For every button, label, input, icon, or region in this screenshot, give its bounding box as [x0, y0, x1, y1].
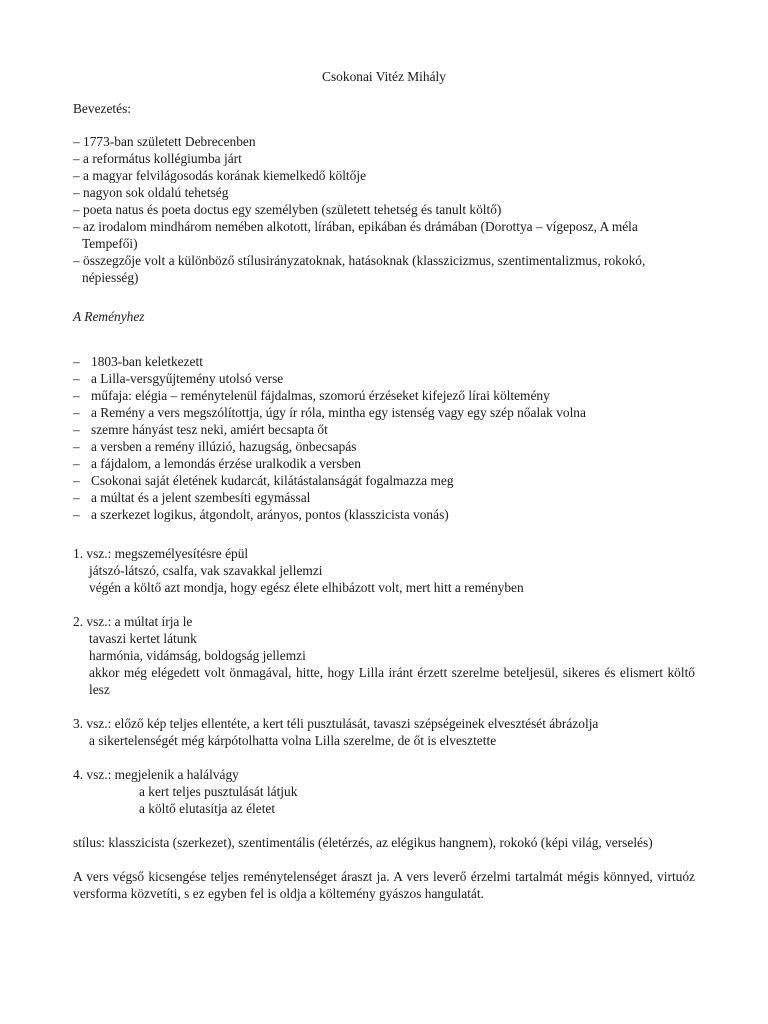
intro-item: – a református kollégiumba járt	[73, 151, 242, 166]
stanza-lead: 2. vsz.: a múltat írja le	[73, 614, 193, 629]
stanza-lead: 4. vsz.: megjelenik a halálvágy	[73, 767, 239, 782]
dash-mark: –	[73, 354, 80, 369]
poem-item-text: a versben a remény illúzió, hazugság, önbecsapás	[91, 439, 357, 454]
dash-mark: –	[73, 507, 80, 522]
stanza-1	[73, 545, 695, 596]
dash-mark: –	[73, 422, 80, 437]
poem-item	[73, 387, 695, 404]
dash-mark: –	[73, 439, 80, 454]
poem-item	[73, 421, 695, 438]
poem-item-text: 1803-ban keletkezett	[91, 354, 203, 369]
dash-mark: –	[73, 490, 80, 505]
poem-item	[73, 404, 695, 421]
intro-item: – 1773-ban született Debrecenben	[73, 134, 256, 149]
stanza-line: tavaszi kertet látunk	[89, 631, 197, 646]
poem-item-text: a fájdalom, a lemondás érzése uralkodik a versben	[91, 456, 361, 471]
poem-item-text: szemre hányást tesz neki, amiért becsapta őt	[91, 422, 328, 437]
poem-item	[73, 472, 695, 489]
stanza-lead: 1. vsz.: megszemélyesítésre épül	[73, 546, 249, 561]
intro-item: – összegzője volt a különböző stílusirányzatoknak, hatásoknak (klasszicizmus, szentimentalizmus, rokokó, népiesség)	[73, 253, 646, 285]
stanza-line: végén a költő azt mondja, hogy egész élete elhibázott volt, mert hitt a reményben	[89, 580, 524, 595]
stanza-3	[73, 715, 695, 749]
stanza-line: a sikertelenségét még kárpótolhatta volna Lilla szerelme, de őt is elvesztette	[89, 733, 497, 748]
stanza-line: a kert teljes pusztulását látjuk	[139, 784, 298, 799]
closing-paragraph: A vers végső kicsengése teljes reménytelenséget áraszt ja. A vers leverő érzelmi tartalmát mégis könnyed, virtuóz versforma közvetíti, s ez egyben fel is oldja a költemény gyászos hangulatát.	[73, 869, 695, 901]
stanza-line: a költő elutasítja az életet	[139, 801, 276, 816]
dash-mark: –	[73, 456, 80, 471]
intro-list	[73, 133, 695, 286]
poem-item-text: a szerkezet logikus, átgondolt, arányos, pontos (klasszicista vonás)	[91, 507, 449, 522]
poem-heading: A Reményhez	[73, 309, 145, 324]
dash-mark: –	[73, 473, 80, 488]
dash-mark: –	[73, 371, 80, 386]
poem-item	[73, 438, 695, 455]
poem-item-text: a Lilla-versgyűjtemény utolsó verse	[91, 371, 284, 386]
poem-item	[73, 370, 695, 387]
intro-item: – poeta natus és poeta doctus egy személyben (született tehetség és tanult költő)	[73, 202, 502, 217]
stanza-line: akkor még elégedett volt önmagával, hitte, hogy Lilla iránt érzett szerelme beteljesül, sikeres és elismert költő lesz	[89, 665, 695, 697]
intro-item: – a magyar felvilágosodás korának kiemelkedő költője	[73, 168, 367, 183]
poem-list	[73, 353, 695, 523]
poem-item	[73, 353, 695, 370]
style-line: stílus: klasszicista (szerkezet), szentimentális (életérzés, az elégikus hangnem), rokokó (képi világ, verselés)	[73, 835, 653, 850]
intro-heading: Bevezetés:	[73, 101, 131, 116]
poem-item	[73, 455, 695, 472]
poem-item-text: Csokonai saját életének kudarcát, kilátástalanságát fogalmazza meg	[91, 473, 454, 488]
poem-item-text: műfaja: elégia – reménytelenül fájdalmas, szomorú érzéseket kifejező lírai költemény	[91, 388, 550, 403]
document-title: Csokonai Vitéz Mihály	[322, 69, 446, 84]
dash-mark: –	[73, 405, 80, 420]
intro-item: – az irodalom mindhárom nemében alkotott, lírában, epikában és drámában (Dorottya – vígeposz, A méla Tempefői)	[73, 219, 638, 251]
poem-item-text: a Remény a vers megszólítottja, úgy ír róla, mintha egy istenség vagy egy szép nőalak volna	[91, 405, 586, 420]
dash-mark: –	[73, 388, 80, 403]
intro-item: – nagyon sok oldalú tehetség	[73, 185, 229, 200]
document-page	[73, 68, 695, 902]
poem-item	[73, 489, 695, 506]
stanza-lead: 3. vsz.: előző kép teljes ellentéte, a kert téli pusztulását, tavaszi szépségeinek elvesztését ábrázolja	[73, 716, 599, 731]
stanza-line: játszó-látszó, csalfa, vak szavakkal jellemzi	[89, 563, 323, 578]
poem-item	[73, 506, 695, 523]
stanza-2	[73, 613, 695, 698]
stanza-line: harmónia, vidámság, boldogság jellemzi	[89, 648, 306, 663]
stanza-4	[73, 766, 695, 817]
poem-item-text: a múltat és a jelent szembesíti egymással	[91, 490, 311, 505]
